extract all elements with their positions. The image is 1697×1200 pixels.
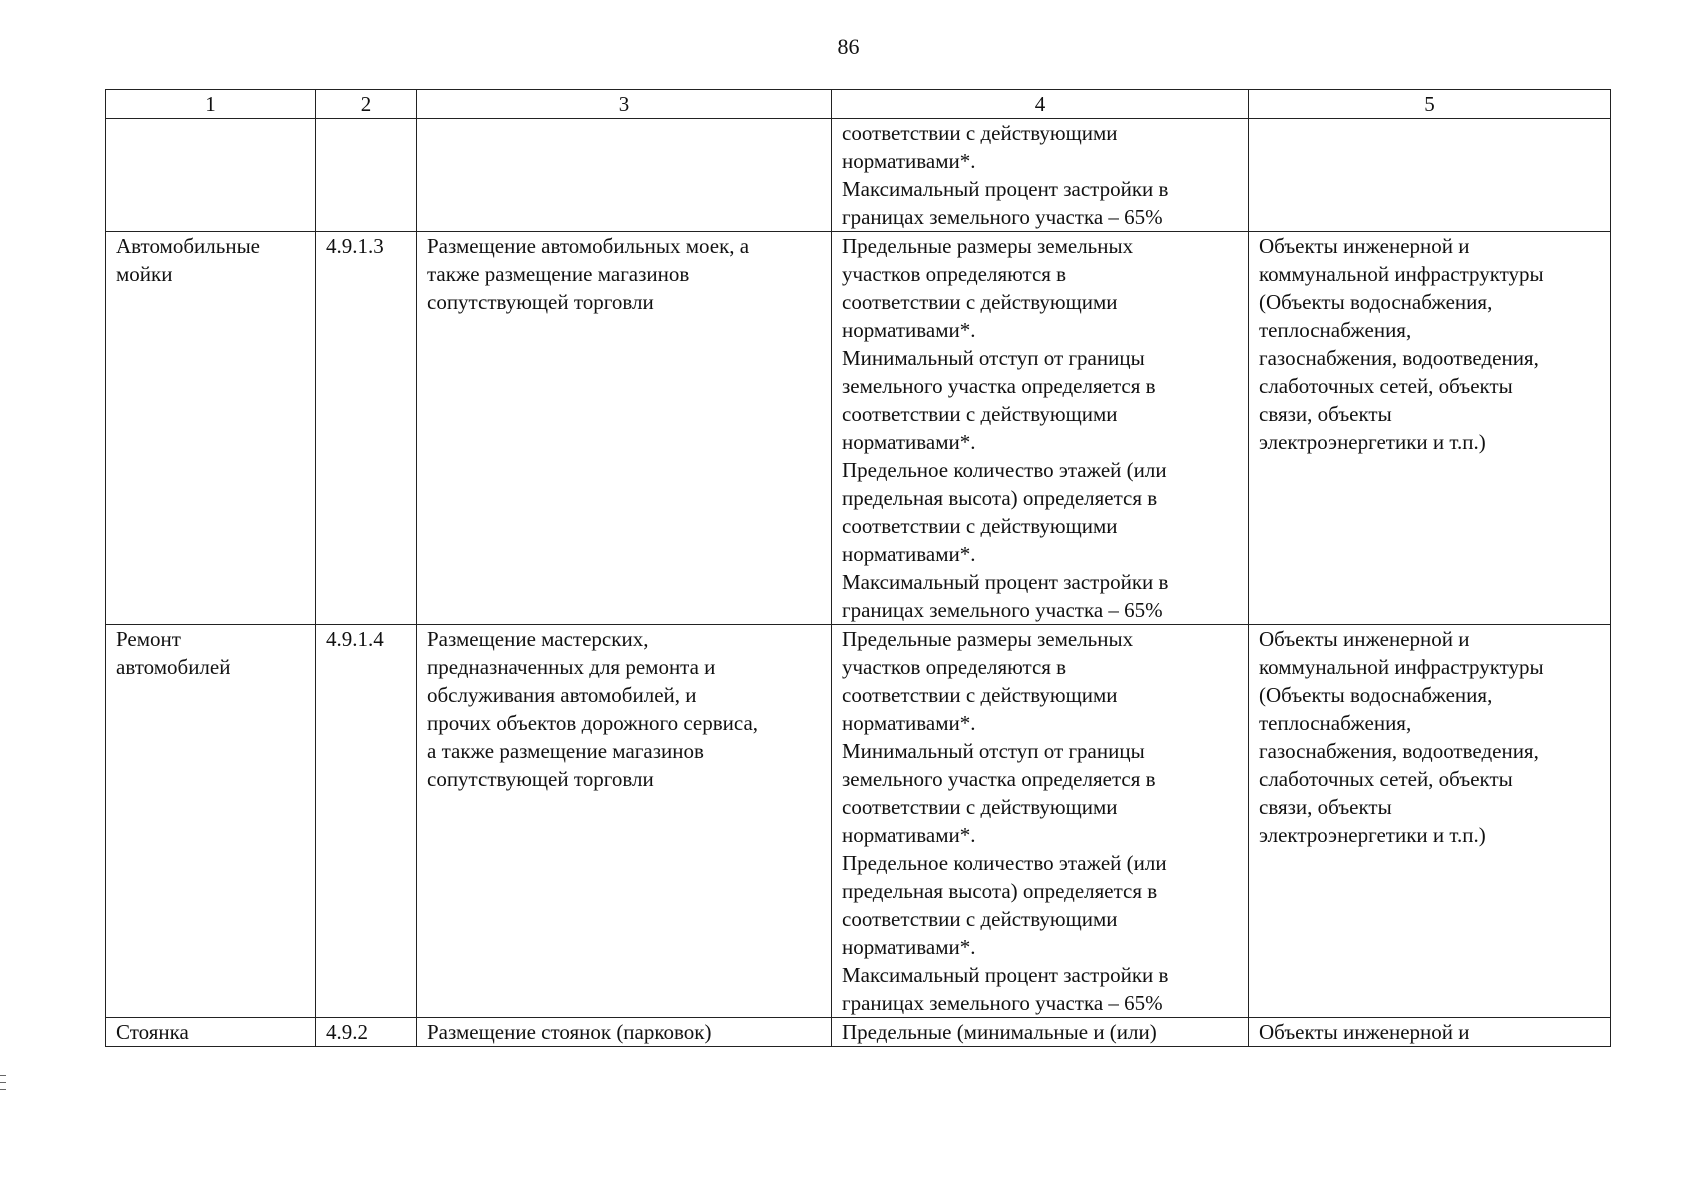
use-code-cell: 4.9.2	[316, 1018, 417, 1047]
use-name-cell: Автомобильные мойки	[106, 232, 316, 625]
page-number: 86	[837, 34, 860, 59]
column-header-3: 3	[417, 90, 832, 119]
table-row-parking	[106, 1018, 1611, 1047]
use-description-cell: Размещение мастерских, предназначенных для ремонта и обслуживания автомобилей, и прочих объектов дорожного сервиса, а также размещение магазинов сопутствующей торговли	[417, 625, 832, 1018]
use-name-cell: Стоянка	[106, 1018, 316, 1047]
parameters-cell: Предельные (минимальные и (или)	[832, 1018, 1249, 1047]
auxiliary-objects-cell	[1249, 119, 1611, 232]
auxiliary-objects-cell: Объекты инженерной и коммунальной инфраструктуры (Объекты водоснабжения, теплоснабжения, газоснабжения, водоотведения, слаботочных сетей, объекты связи, объекты электроэнергетики и т.п.)	[1249, 625, 1611, 1018]
land-use-table	[105, 89, 1611, 1047]
auxiliary-objects-cell: Объекты инженерной и коммунальной инфраструктуры (Объекты водоснабжения, теплоснабжения, газоснабжения, водоотведения, слаботочных сетей, объекты связи, объекты электроэнергетики и т.п.)	[1249, 232, 1611, 625]
column-header-2: 2	[316, 90, 417, 119]
use-description-cell: Размещение автомобильных моек, а также размещение магазинов сопутствующей торговли	[417, 232, 832, 625]
use-code-cell	[316, 119, 417, 232]
table-header-row	[106, 90, 1611, 119]
column-header-5: 5	[1249, 90, 1611, 119]
table-row-car-repair	[106, 625, 1611, 1018]
use-description-cell: Размещение стоянок (парковок)	[417, 1018, 832, 1047]
column-header-1: 1	[106, 90, 316, 119]
use-name-cell	[106, 119, 316, 232]
use-name-cell: Ремонт автомобилей	[106, 625, 316, 1018]
use-code-cell: 4.9.1.4	[316, 625, 417, 1018]
binding-mark	[0, 1089, 6, 1090]
table-row-continuation	[106, 119, 1611, 232]
use-description-cell	[417, 119, 832, 232]
parameters-cell: Предельные размеры земельных участков определяются в соответствии с действующими нормативами*. Минимальный отступ от границы земельного участка определяется в соответствии с действующими нормативами*. Предельное количество этажей (или предельная высота) определяется в соответствии с действующими нормативами*. Максимальный процент застройки в границах земельного участка – 65%	[832, 232, 1249, 625]
table-row-car-wash	[106, 232, 1611, 625]
auxiliary-objects-cell: Объекты инженерной и	[1249, 1018, 1611, 1047]
binding-mark	[0, 1082, 6, 1083]
parameters-cell: соответствии с действующими нормативами*. Максимальный процент застройки в границах земельного участка – 65%	[832, 119, 1249, 232]
binding-mark	[0, 1075, 6, 1076]
parameters-cell: Предельные размеры земельных участков определяются в соответствии с действующими нормативами*. Минимальный отступ от границы земельного участка определяется в соответствии с действующими нормативами*. Предельное количество этажей (или предельная высота) определяется в соответствии с действующими нормативами*. Максимальный процент застройки в границах земельного участка – 65%	[832, 625, 1249, 1018]
column-header-4: 4	[832, 90, 1249, 119]
use-code-cell: 4.9.1.3	[316, 232, 417, 625]
